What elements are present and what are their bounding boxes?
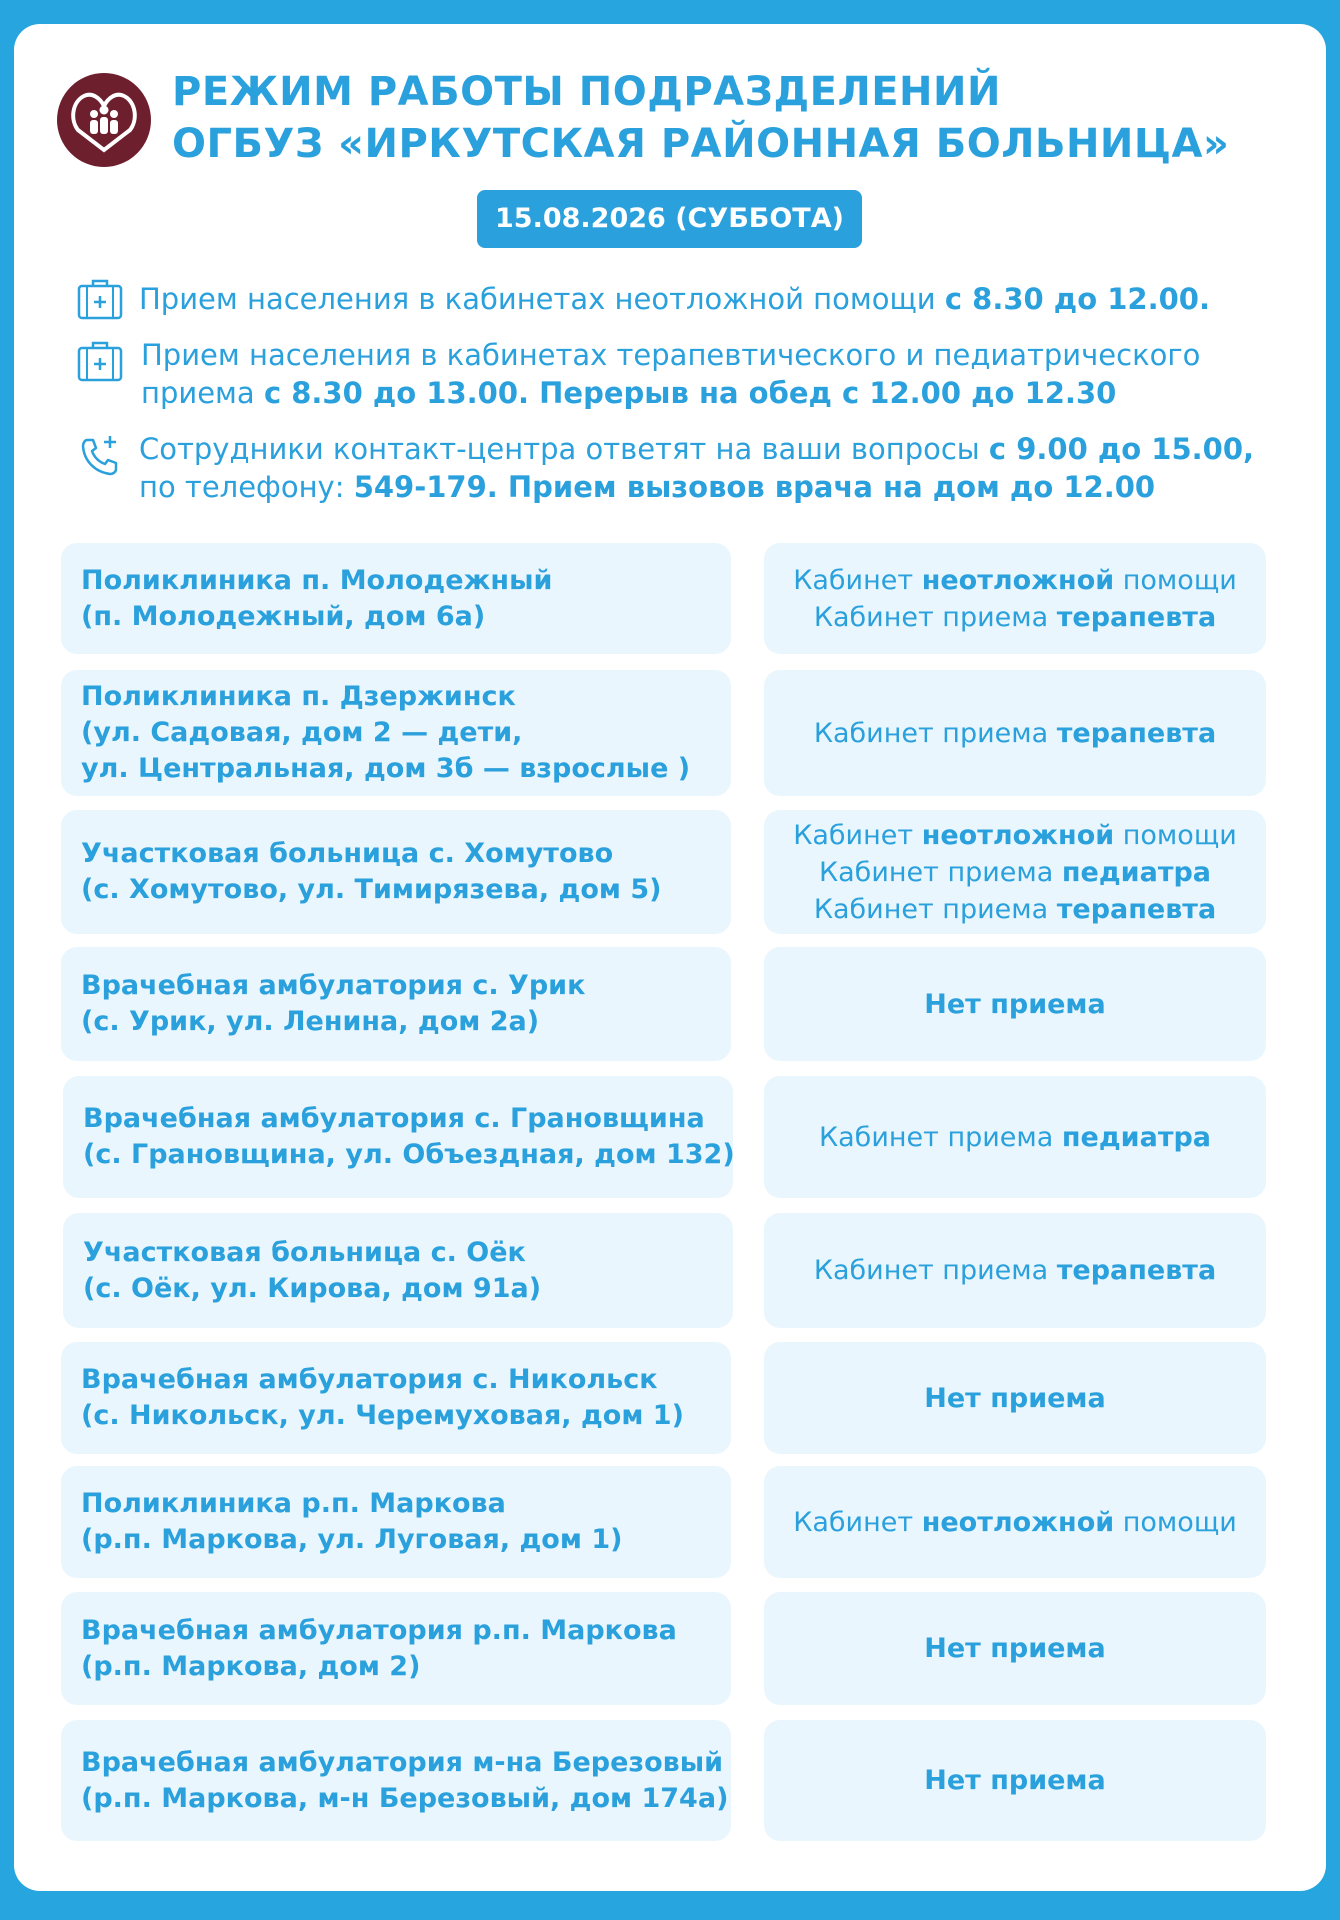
unit-name-box: [61, 1466, 731, 1578]
schedule-text: помощи: [1114, 1506, 1237, 1538]
info-contact-center: [77, 430, 1307, 510]
unit-address: (с. Никольск, ул. Черемуховая, дом 1): [81, 1400, 684, 1431]
unit-address: (с. Урик, ул. Ленина, дом 2а): [81, 1006, 540, 1037]
no-reception: Нет приема: [924, 1765, 1106, 1796]
unit-name: Врачебная амбулатория м-на Березовый: [81, 1746, 724, 1778]
schedule-text: помощи: [1114, 819, 1237, 851]
unit-schedule-box: [764, 1720, 1266, 1841]
unit-address: (р.п. Маркова, дом 2): [81, 1650, 421, 1682]
unit-schedule-box: [764, 1466, 1266, 1578]
info-time: с 8.30 до 12.00.: [944, 282, 1210, 316]
schedule-text: Кабинет приема: [818, 856, 1062, 888]
schedule-bold: терапевта: [1056, 1255, 1217, 1286]
phone-plus-icon: [77, 434, 123, 480]
schedule-bold: неотложной: [921, 1506, 1115, 1538]
title-line-2: ОГБУЗ «ИРКУТСКАЯ РАЙОННАЯ БОЛЬНИЦА»: [172, 121, 1230, 167]
schedule-text: Кабинет: [793, 1506, 922, 1538]
unit-name: Врачебная амбулатория с. Урик: [81, 970, 586, 1001]
unit-name: Поликлиника п. Дзержинск: [81, 681, 516, 712]
unit-name-box: [61, 1342, 731, 1454]
unit-name-box: [61, 543, 731, 654]
schedule-text: Кабинет приема: [813, 717, 1057, 749]
medkit-icon: [77, 338, 123, 384]
unit-address: (с. Оёк, ул. Кирова, дом 91а): [83, 1272, 542, 1304]
unit-name-box: [61, 947, 731, 1061]
schedule-bold: неотложной: [921, 564, 1115, 596]
schedule-text: Кабинет: [793, 819, 922, 851]
no-reception: Нет приема: [924, 1633, 1106, 1664]
info-text: Прием населения в кабинетах неотложной помощи: [139, 282, 945, 316]
hospital-logo-icon: [57, 73, 151, 167]
no-reception: Нет приема: [924, 1382, 1106, 1414]
unit-name: Врачебная амбулатория с. Никольск: [81, 1364, 658, 1395]
unit-address: (с. Грановщина, ул. Объездная, дом 132): [83, 1139, 735, 1170]
unit-name-box: [61, 1720, 731, 1841]
schedule-text: Кабинет приема: [813, 601, 1057, 633]
unit-name: Врачебная амбулатория р.п. Маркова: [81, 1614, 677, 1646]
info-text-line-1: Прием населения в кабинетах терапевтического и педиатрического: [141, 338, 1201, 372]
unit-name: Поликлиника п. Молодежный: [81, 564, 553, 596]
info-phone: 549-179. Прием вызовов врача на дом до 12.00: [353, 470, 1156, 504]
schedule-bold: терапевта: [1056, 717, 1217, 749]
schedule-text: Кабинет приема: [813, 1255, 1057, 1286]
date-badge: 15.08.2026 (СУББОТА): [477, 190, 862, 248]
unit-address: ул. Центральная, дом 3б — взрослые ): [81, 753, 691, 784]
unit-name-box: [63, 1213, 733, 1328]
info-time: с 8.30 до 13.00. Перерыв на обед с 12.00 до 12.30: [263, 376, 1117, 410]
unit-name: Участковая больница с. Оёк: [83, 1236, 526, 1268]
info-time: с 9.00 до 15.00,: [988, 432, 1255, 466]
info-emergency: [77, 276, 1307, 322]
schedule-bold: педиатра: [1061, 856, 1212, 888]
unit-schedule-box: [764, 947, 1266, 1061]
unit-address: (п. Молодежный, дом 6а): [81, 600, 486, 632]
unit-name-box: [61, 670, 731, 796]
no-reception: Нет приема: [924, 988, 1106, 1020]
info-text-line-2: приема: [141, 376, 264, 410]
unit-schedule-box: [764, 543, 1266, 654]
schedule-text: помощи: [1114, 564, 1237, 596]
schedule-text: Кабинет приема: [813, 893, 1057, 925]
schedule-bold: неотложной: [921, 819, 1115, 851]
unit-schedule-box: [764, 670, 1266, 796]
unit-address: (с. Хомутово, ул. Тимирязева, дом 5): [81, 874, 662, 905]
unit-name-box: [61, 810, 731, 934]
schedule-text: Кабинет приема: [818, 1121, 1062, 1153]
unit-name: Участковая больница с. Хомутово: [81, 838, 614, 869]
title-line-1: РЕЖИМ РАБОТЫ ПОДРАЗДЕЛЕНИЙ: [172, 69, 1001, 115]
schedule-text: Кабинет: [793, 564, 922, 596]
schedule-bold: терапевта: [1056, 601, 1217, 633]
medkit-icon: [77, 276, 123, 322]
info-therapy: [77, 336, 1307, 416]
unit-name-box: [61, 1592, 731, 1705]
unit-name-box: [63, 1076, 733, 1198]
unit-name: Поликлиника р.п. Маркова: [81, 1488, 506, 1519]
info-text-line-2: по телефону:: [139, 470, 354, 504]
unit-address: (р.п. Маркова, м-н Березовый, дом 174а): [81, 1782, 729, 1814]
page-title: [172, 66, 1312, 170]
unit-schedule-box: [764, 810, 1266, 934]
info-text-line-1: Сотрудники контакт-центра ответят на ваши вопросы: [139, 432, 989, 466]
unit-name: Врачебная амбулатория с. Грановщина: [83, 1103, 705, 1134]
unit-schedule-box: [764, 1342, 1266, 1454]
unit-schedule-box: [764, 1592, 1266, 1705]
unit-address: (р.п. Маркова, ул. Луговая, дом 1): [81, 1524, 623, 1555]
unit-address: (ул. Садовая, дом 2 — дети,: [81, 717, 523, 748]
unit-schedule-box: [764, 1213, 1266, 1328]
schedule-bold: педиатра: [1061, 1121, 1212, 1153]
unit-schedule-box: [764, 1076, 1266, 1198]
schedule-bold: терапевта: [1056, 893, 1217, 925]
